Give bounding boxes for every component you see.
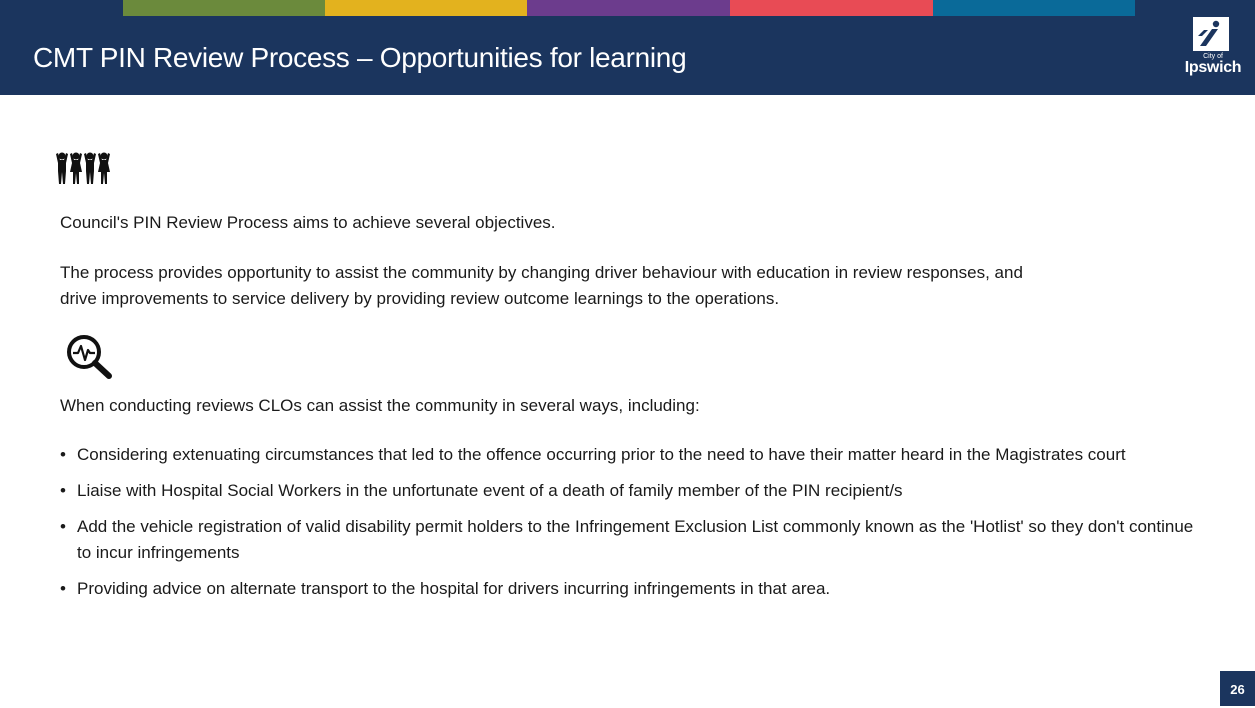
ways-list: [60, 442, 1210, 612]
color-stripe-red: [730, 0, 933, 16]
page-number: 26: [1220, 671, 1255, 706]
intro-text: Council's PIN Review Process aims to achieve several objectives.: [60, 213, 556, 232]
bullet-icon: •: [60, 445, 66, 464]
color-stripe-green: [123, 0, 325, 16]
ipswich-logo-icon: [1192, 16, 1232, 53]
bullet-icon: •: [60, 517, 66, 536]
process-paragraph-line-2: drive improvements to service delivery by providing review outcome learnings to the operations.: [60, 289, 780, 308]
slide-header: [0, 0, 1255, 95]
bullet-icon: •: [60, 481, 66, 500]
list-item-text: Providing advice on alternate transport to the hospital for drivers incurring infringements in that area.: [77, 579, 831, 598]
bullet-icon: •: [60, 579, 66, 598]
list-item-text: Considering extenuating circumstances that led to the offence occurring prior to the need to have their matter heard in the Magistrates court: [77, 445, 1126, 464]
list-item: [60, 514, 1210, 566]
list-item: [60, 478, 1210, 504]
list-item: [60, 442, 1210, 468]
logo-name: Ipswich: [1184, 59, 1242, 76]
process-paragraph-line-1: The process provides opportunity to assist the community by changing driver behaviour with education in review responses, and: [60, 263, 1023, 282]
lead-text: When conducting reviews CLOs can assist the community in several ways, including:: [60, 396, 700, 415]
color-stripe-yellow: [325, 0, 527, 16]
slide-title: CMT PIN Review Process – Opportunities for learning: [33, 42, 687, 73]
color-stripe-purple: [527, 0, 730, 16]
list-item: [60, 576, 1210, 602]
color-stripe-blue: [933, 0, 1135, 16]
list-item-text: Add the vehicle registration of valid disability permit holders to the Infringement Exclusion List commonly known as the 'Hotlist' so they don't continue to incur infringements: [77, 517, 1194, 562]
list-item-text: Liaise with Hospital Social Workers in the unfortunate event of a death of family member of the PIN recipient/s: [77, 481, 903, 500]
logo-city-label: City of: [1203, 53, 1223, 60]
magnifier-pulse-icon: [64, 332, 116, 382]
city-logo: [1178, 14, 1248, 80]
people-group-icon: [54, 150, 114, 186]
